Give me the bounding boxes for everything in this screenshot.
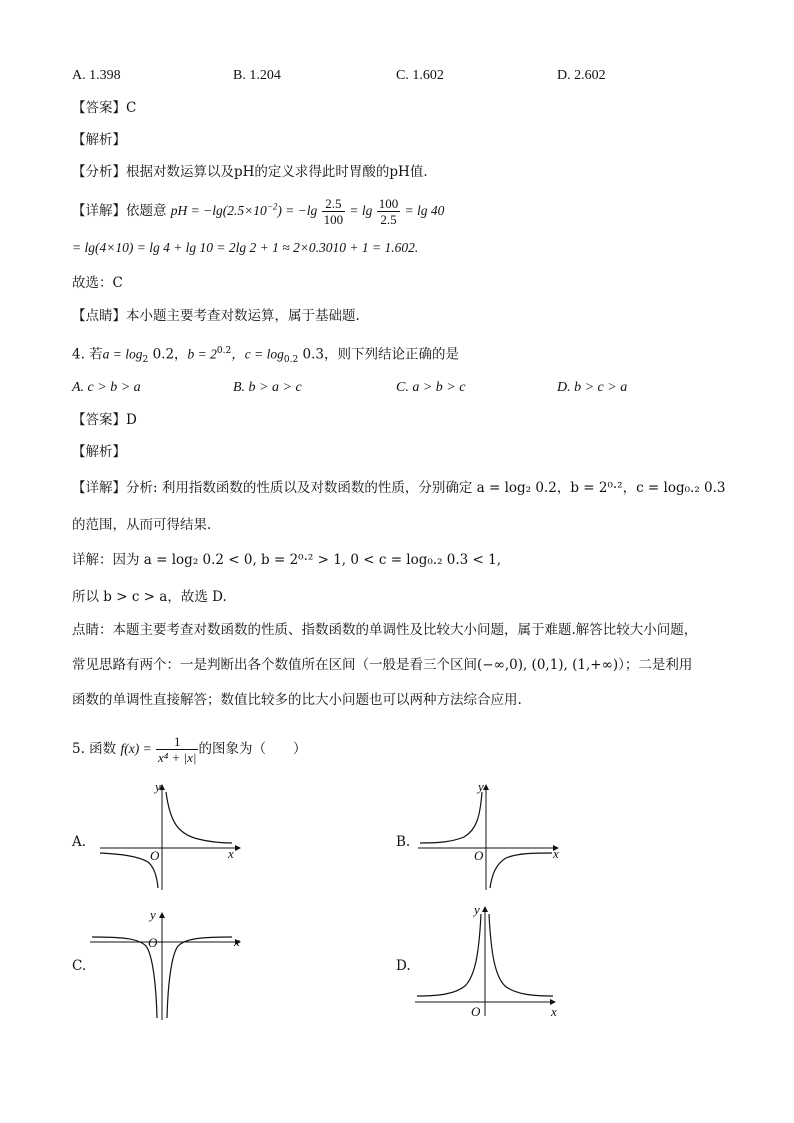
q5-d-x-label: x	[551, 1004, 557, 1019]
q3-fenxi: 【分析】根据对数运算以及pH的定义求得此时胃酸的pH值.	[72, 164, 428, 180]
q3-eq1-b: ) = −lg	[277, 203, 318, 218]
q3-eq1-exp: −2	[266, 201, 278, 212]
q5-label-d: D.	[396, 958, 411, 974]
q3-eq1-a: pH = −lg(2.5×10	[170, 203, 267, 218]
q4-stem-b-sup: 0.2	[216, 346, 232, 356]
q4-detail-line3: 详解：因为 a = log₂ 0.2 < 0, b = 2⁰·² > 1, 0 < c = log₀.₂ 0.3 < 1,	[72, 552, 502, 568]
q5-label-b: B.	[396, 834, 411, 850]
q3-frac2-den: 2.5	[380, 212, 397, 227]
q5-stem-prefix: 5. 函数	[72, 741, 117, 757]
q5-frac-num: 1	[156, 734, 198, 750]
q5-a-x-label: x	[228, 846, 234, 861]
q5-label-a: A.	[72, 834, 87, 850]
q4-option-a: A. c > b > a	[72, 380, 141, 395]
q3-frac-1	[322, 196, 346, 227]
q4-detail-line2: 的范围，从而可得结果.	[72, 517, 212, 533]
q5-label-c: C.	[72, 958, 87, 974]
q4-stem-prefix: 4. 若	[72, 346, 103, 363]
q4-stem-a: a = log	[102, 346, 143, 362]
q4-option-c: C. a > b > c	[396, 380, 466, 395]
q3-frac-2	[377, 196, 401, 227]
q4-stem-a-val: 0.2，	[148, 346, 188, 363]
q5-frac	[156, 734, 198, 765]
q4-stem-c: ，c = log	[231, 346, 284, 362]
q3-analysis-tag: 【解析】	[72, 132, 126, 148]
q4-answer: 【答案】D	[72, 412, 137, 428]
q3-option-c: C. 1.602	[396, 68, 444, 83]
q4-dianjing-line2: 常见思路有两个：一是判断出各个数值所在区间（一般是看三个区间(−∞,0), (0,1), (1,+∞)）；二是利用	[72, 657, 693, 673]
q5-b-origin: O	[474, 848, 484, 863]
q5-graph-d	[415, 904, 565, 1016]
q4-dianjing-line1: 点睛：本题主要考查对数函数的性质、指数函数的单调性及比较大小问题，属于难题.解答比较大小问题，	[72, 622, 698, 638]
q5-frac-den: x⁴ + |x|	[157, 750, 197, 765]
q3-answer: 【答案】C	[72, 100, 137, 116]
q3-option-b: B. 1.204	[233, 68, 281, 83]
q4-stem-c-sub: 0.2	[283, 355, 299, 366]
q5-graph-b	[418, 782, 568, 890]
q3-frac2-num: 100	[378, 196, 399, 211]
q3-gu-xuan: 故选：C	[72, 275, 123, 291]
q4-detail-line1: 【详解】分析: 利用指数函数的性质以及对数函数的性质，分别确定 a = log₂ 0.2，b = 2⁰·²，c = log₀.₂ 0.3	[72, 480, 726, 496]
q4-stem-a-sub: 2	[142, 355, 149, 366]
q5-a-y-label: y	[155, 779, 161, 794]
q4-option-d: D. b > c > a	[557, 380, 628, 395]
q4-dianjing-line3: 函数的单调性直接解答；数值比较多的比大小问题也可以两种方法综合应用.	[72, 692, 522, 708]
q5-graph-a	[100, 782, 250, 890]
q4-stem	[72, 341, 459, 370]
q4-stem-b: b = 2	[187, 346, 217, 362]
q5-graph-c	[90, 910, 250, 1022]
q3-frac1-den: 100	[323, 212, 344, 227]
q3-frac1-num: 2.5	[322, 196, 346, 212]
q5-c-y-label: y	[150, 907, 156, 922]
q3-detail-eq2: = lg(4×10) = lg 4 + lg 10 = 2lg 2 + 1 ≈ 2×0.3010 + 1 = 1.602.	[72, 240, 419, 255]
q5-func: f(x) =	[120, 741, 152, 756]
q4-option-b: B. b > a > c	[233, 380, 302, 395]
q5-d-origin: O	[471, 1004, 481, 1019]
q4-detail-line4: 所以 b > c > a，故选 D.	[72, 589, 227, 605]
q3-detail-prefix: 【详解】依题意	[72, 203, 167, 219]
q5-c-x-label: x	[234, 934, 240, 949]
q3-detail-eq1	[72, 196, 444, 227]
q5-stem-suffix: 的图象为（ ）	[198, 741, 307, 757]
q3-eq1-d: = lg 40	[404, 203, 445, 218]
q3-dianjing: 【点睛】本小题主要考查对数运算，属于基础题.	[72, 308, 360, 324]
q3-option-a: A. 1.398	[72, 68, 121, 83]
q5-c-origin: O	[148, 935, 158, 950]
q5-stem	[72, 732, 306, 766]
q3-eq1-c: = lg	[349, 203, 373, 218]
q4-analysis-tag: 【解析】	[72, 444, 126, 460]
q5-b-x-label: x	[553, 846, 559, 861]
q5-d-y-label: y	[474, 902, 480, 917]
q5-a-origin: O	[150, 848, 160, 863]
q3-option-d: D. 2.602	[557, 68, 606, 83]
q4-stem-c-val: 0.3，则下列结论正确的是	[298, 346, 459, 363]
q5-b-y-label: y	[478, 779, 484, 794]
